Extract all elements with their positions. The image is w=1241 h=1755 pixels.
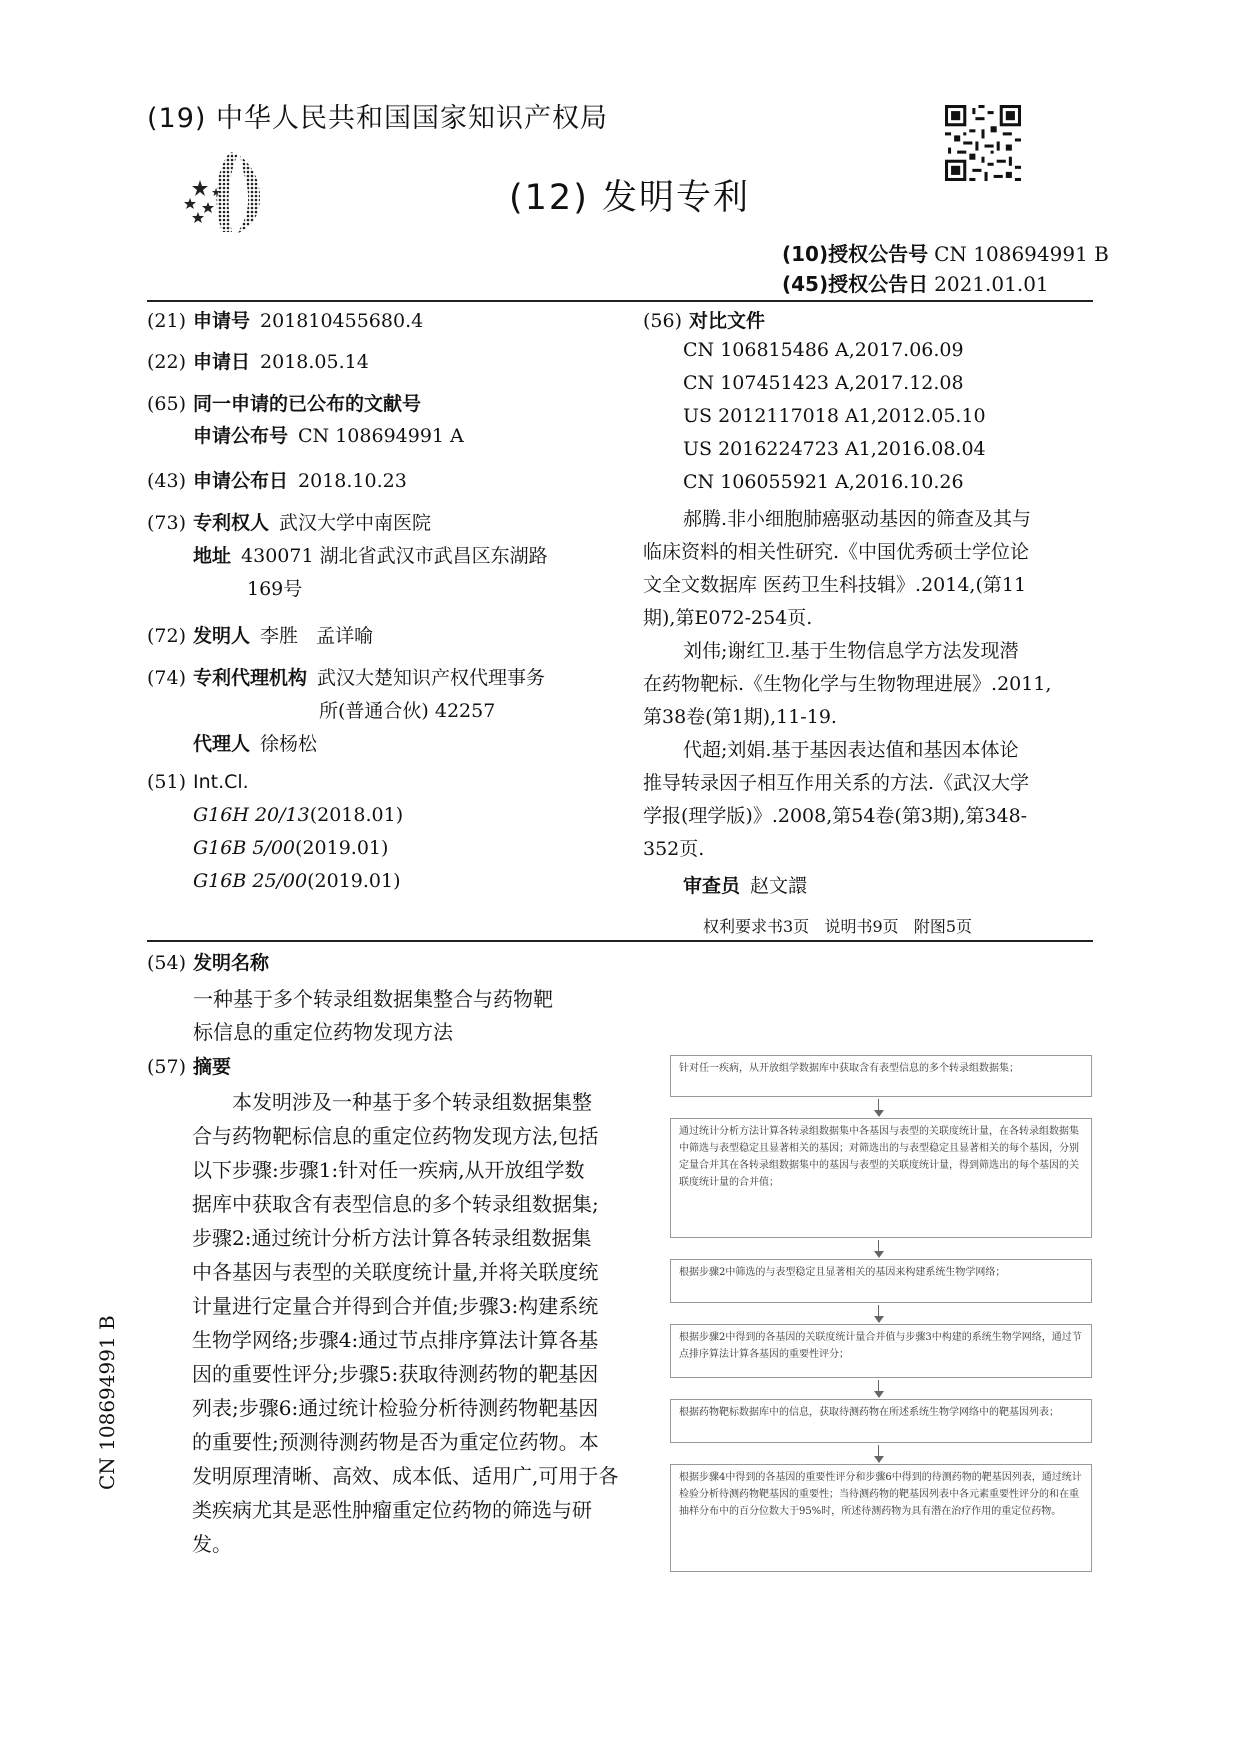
abstract-line: 类疾病尤其是恶性肿瘤重定位药物的筛选与研: [192, 1498, 592, 1522]
application-publication-number-row: 申请公布号 CN 108694991 A: [193, 425, 464, 447]
flowchart-arrow: [878, 1305, 879, 1321]
flowchart-step: 通过统计分析方法计算各转录组数据集中各基因与表型的关联度统计量，在各转录组数据集中筛选与表型稳定且显著相关的基因；对筛选出的与表型稳定且显著相关的每个基因，分别定量合并其在各转录组数据集中的基因与表型的关联度统计量，得到筛选出的每个基因的关联度统计量的合并值；: [670, 1118, 1092, 1238]
citation-literature: 推导转录因子相互作用关系的方法.《武汉大学: [643, 772, 1030, 794]
abstract-heading: (57) 摘要: [147, 1056, 232, 1078]
ipc-item: G16B 25/00(2019.01): [193, 870, 401, 892]
flowchart-step: 根据步骤2中得到的各基因的关联度统计量合并值与步骤3中构建的系统生物学网络，通过节点排序算法计算各基因的重要性评分；: [670, 1324, 1092, 1378]
ipc-item: G16H 20/13(2018.01): [193, 804, 404, 826]
abstract-line: 生物学网络;步骤4:通过节点排序算法计算各基: [192, 1328, 599, 1352]
invention-title-line: 标信息的重定位药物发现方法: [193, 1020, 453, 1044]
citation-patent: US 2016224723 A1,2016.08.04: [683, 438, 986, 460]
abstract-line: 发。: [192, 1532, 232, 1556]
abstract-line: 列表;步骤6:通过统计检验分析待测药物靶基因: [192, 1396, 599, 1420]
publication-number-label: (10)授权公告号: [782, 242, 929, 266]
patentee-row: (73) 专利权人 武汉大学中南医院: [147, 512, 432, 534]
application-publication-date-row: (43) 申请公布日 2018.10.23: [147, 470, 407, 492]
publication-date-row: [782, 268, 1049, 297]
agent-row: 代理人 徐杨松: [193, 733, 318, 755]
issuing-office: (19) 中华人民共和国国家知识产权局: [147, 103, 609, 134]
citation-literature: 刘伟;谢红卫.基于生物信息学方法发现潜: [683, 640, 1019, 662]
citation-literature: 在药物靶标.《生物化学与生物物理进展》.2011,: [643, 673, 1052, 695]
flowchart-arrow: [878, 1099, 879, 1115]
application-date-row: (22) 申请日 2018.05.14: [147, 351, 369, 373]
citation-literature: 郝腾.非小细胞肺癌驱动基因的筛查及其与: [683, 508, 1032, 530]
citation-patent: US 2012117018 A1,2012.05.10: [683, 405, 986, 427]
invention-title-line: 一种基于多个转录组数据集整合与药物靶: [193, 987, 553, 1011]
abstract-line: 合与药物靶标信息的重定位药物发现方法,包括: [192, 1124, 599, 1148]
flowchart-step: 根据药物靶标数据库中的信息，获取待测药物在所述系统生物学网络中的靶基因列表；: [670, 1399, 1092, 1443]
same-application-row: (65) 同一申请的已公布的文献号: [147, 393, 422, 415]
inventors-row: (72) 发明人 李胜 孟详喻: [147, 625, 374, 647]
citations-heading: (56) 对比文件: [643, 310, 766, 332]
citation-literature: 代超;刘娟.基于基因表达值和基因本体论: [683, 739, 1019, 761]
citation-patent: CN 107451423 A,2017.12.08: [683, 372, 964, 394]
abstract-line: 据库中获取含有表型信息的多个转录组数据集;: [192, 1192, 599, 1216]
citation-literature: 文全文数据库 医药卫生科技辑》.2014,(第11: [643, 574, 1027, 596]
abstract-line: 的重要性;预测待测药物是否为重定位药物。本: [192, 1430, 599, 1454]
application-number-row: (21) 申请号 201810455680.4: [147, 310, 424, 332]
address-row: 地址 430071 湖北省武汉市武昌区东湖路: [193, 545, 548, 567]
document-type: (12) 发明专利: [509, 178, 750, 218]
citation-literature: 第38卷(第1期),11-19.: [643, 706, 837, 728]
flowchart-arrow: [878, 1445, 879, 1461]
qr-code: [945, 105, 1021, 181]
citation-literature: 352页.: [643, 838, 705, 860]
citation-literature: 期),第E072-254页.: [643, 607, 813, 629]
abstract-text: [192, 1085, 619, 1561]
flowchart-arrow: [878, 1380, 879, 1396]
abstract-line: 本发明涉及一种基于多个转录组数据集整: [232, 1090, 592, 1114]
address-line2: 169号: [247, 578, 303, 600]
flowchart-arrow: [878, 1240, 879, 1256]
ipc-item: G16B 5/00(2019.01): [193, 837, 389, 859]
examiner-row: 审查员 赵文譞: [683, 875, 808, 897]
invention-title-heading: (54) 发明名称: [147, 952, 270, 974]
abstract-line: 中各基因与表型的关联度统计量,并将关联度统: [192, 1260, 599, 1284]
cnipa-emblem-logo: [178, 150, 270, 235]
citation-patent: CN 106815486 A,2017.06.09: [683, 339, 964, 361]
agency-line2: 所(普通合伙) 42257: [319, 700, 496, 722]
abstract-line: 计量进行定量合并得到合并值;步骤3:构建系统: [192, 1294, 599, 1318]
flowchart-step: 根据步骤2中筛选的与表型稳定且显著相关的基因来构建系统生物学网络；: [670, 1259, 1092, 1303]
biblio-divider: [147, 940, 1093, 942]
abstract-line: 步骤2:通过统计分析方法计算各转录组数据集: [192, 1226, 592, 1250]
side-publication-number: CN 108694991 B: [95, 1315, 119, 1490]
flowchart-step: 针对任一疾病，从开放组学数据库中获取含有表型信息的多个转录组数据集；: [670, 1055, 1092, 1097]
abstract-line: 发明原理清晰、高效、成本低、适用广,可用于各: [192, 1464, 619, 1488]
publication-number-row: [782, 238, 1109, 267]
abstract-line: 以下步骤:步骤1:针对任一疾病,从开放组学数: [192, 1158, 585, 1182]
page-counts: 权利要求书3页 说明书9页 附图5页: [703, 917, 973, 936]
citation-patent: CN 106055921 A,2016.10.26: [683, 471, 964, 493]
ipc-row: (51) Int.Cl.: [147, 771, 249, 793]
flowchart-step: 根据步骤4中得到的各基因的重要性评分和步骤6中得到的待测药物的靶基因列表，通过统计检验分析待测药物靶基因的重要性；当待测药物的靶基因列表中各元素重要性评分的和在重抽样分布中的百分位数大于95%时，所述待测药物为具有潜在治疗作用的重定位药物。: [670, 1464, 1092, 1572]
publication-number: CN 108694991 B: [934, 242, 1109, 266]
publication-date: 2021.01.01: [934, 272, 1049, 296]
abstract-line: 因的重要性评分;步骤5:获取待测药物的靶基因: [192, 1362, 599, 1386]
citation-literature: 学报(理学版)》.2008,第54卷(第3期),第348-: [643, 805, 1028, 827]
publication-date-label: (45)授权公告日: [782, 272, 929, 296]
citation-literature: 临床资料的相关性研究.《中国优秀硕士学位论: [643, 541, 1030, 563]
header-divider: [147, 300, 1093, 302]
agency-row: (74) 专利代理机构 武汉大楚知识产权代理事务: [147, 667, 546, 689]
